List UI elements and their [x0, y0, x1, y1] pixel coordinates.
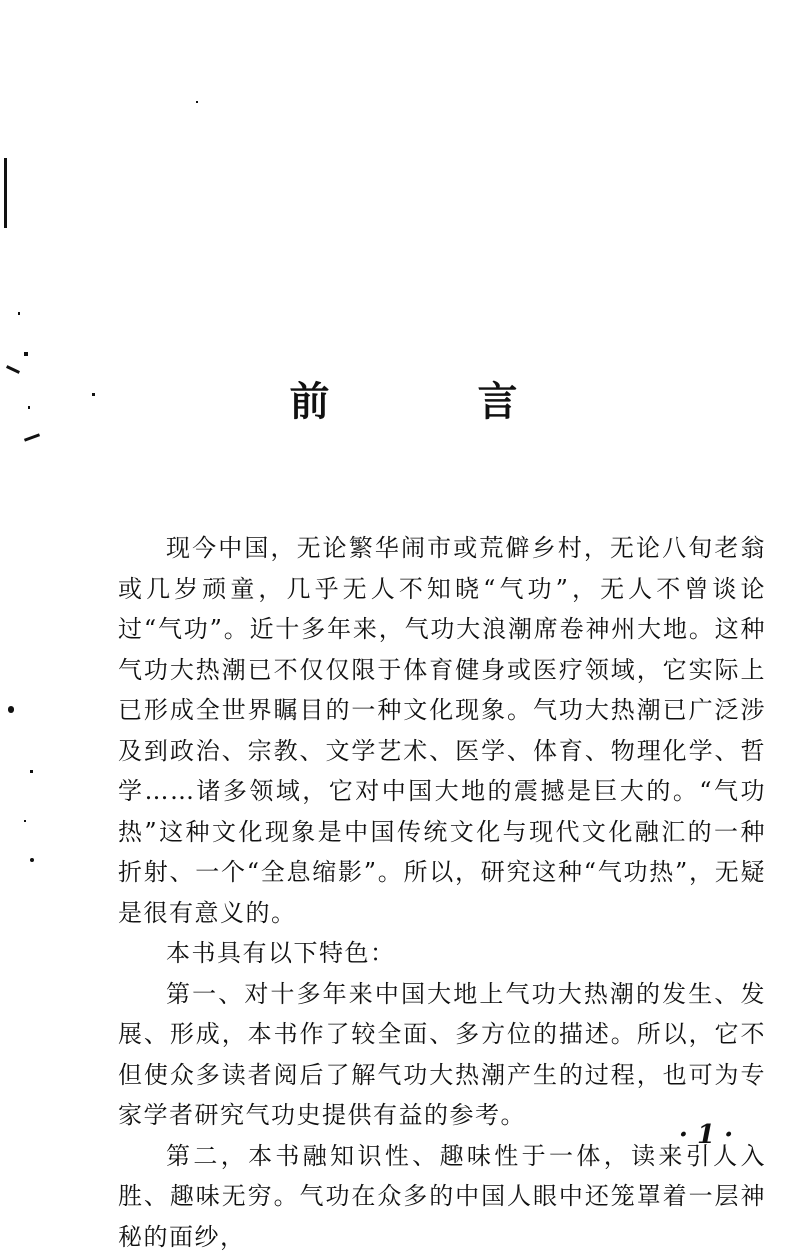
- scan-mark: [4, 158, 7, 228]
- page-number: · 1 ·: [676, 1120, 736, 1150]
- scan-mark: [24, 433, 40, 441]
- scan-mark: [18, 312, 20, 315]
- scan-mark: [8, 706, 14, 713]
- scan-mark: [196, 101, 198, 103]
- paragraph-feature-two: 第二，本书融知识性、趣味性于一体，读来引人入胜、趣味无穷。气功在众多的中国人眼中还笼罩着一层神秘的面纱，: [118, 1136, 766, 1257]
- scan-mark: [30, 858, 34, 862]
- scan-mark: [30, 770, 33, 773]
- paragraph-features-lead: 本书具有以下特色：: [118, 933, 766, 974]
- scan-mark: [24, 352, 28, 356]
- paragraph-feature-one: 第一、对十多年来中国大地上气功大热潮的发生、发展、形成，本书作了较全面、多方位的描述。所以，它不但使众多读者阅后了解气功大热潮产生的过程，也可为专家学者研究气功史提供有益的参考。: [118, 974, 766, 1136]
- body-text: [118, 528, 766, 1257]
- paragraph-intro: 现今中国，无论繁华闹市或荒僻乡村，无论八旬老翁或几岁顽童，几乎无人不知晓“气功”，无人不曾谈论过“气功”。近十多年来，气功大浪潮席卷神州大地。这种气功大热潮已不仅仅限于体育健身或医疗领域，它实际上已形成全世界瞩目的一种文化现象。气功大热潮已广泛涉及到政治、宗教、文学艺术、医学、体育、物理化学、哲学……诸多领域，它对中国大地的震撼是巨大的。“气功热”这种文化现象是中国传统文化与现代文化融汇的一种折射、一个“全息缩影”。所以，研究这种“气功热”，无疑是很有意义的。: [118, 528, 766, 933]
- scan-mark: [24, 820, 26, 822]
- page-title: 前 言: [0, 370, 807, 427]
